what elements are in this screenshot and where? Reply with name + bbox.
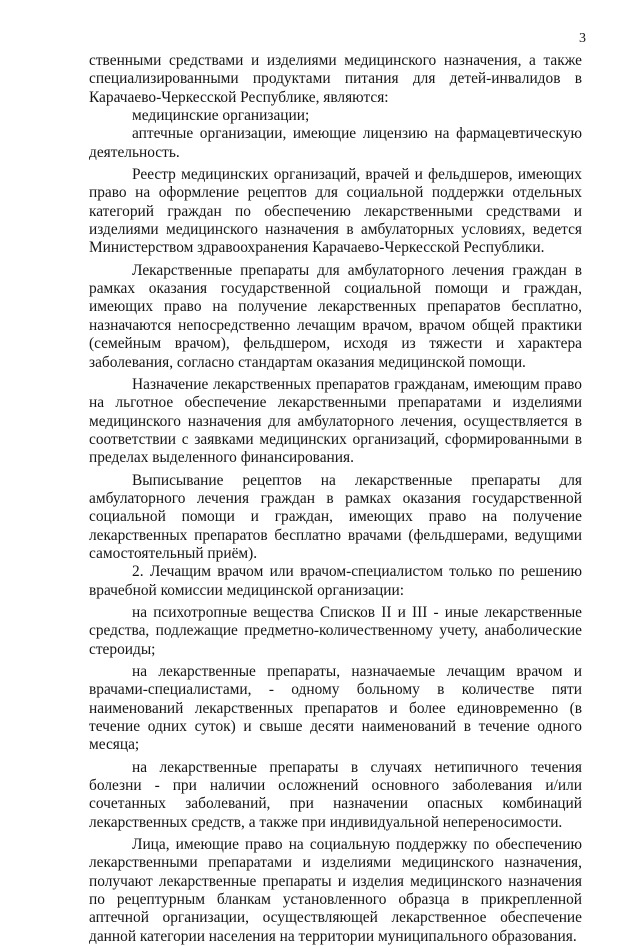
paragraph-preferential-provision: Назначение лекарственных препаратов гражданам, имеющим право на льготное обеспечение лекарственными препаратами и изделиями медицинского назначения для амбулаторного лечения, осуществляется в соответствии с заявками медицинских организаций, сформированными в пределах выделенного финансирования. — [89, 375, 582, 467]
paragraph-continuation: ственными средствами и изделиями медицинского назначения, а также специализированными продуктами питания для детей-инвалидов в Карачаево-Черкесской Республике, являются: — [89, 52, 582, 106]
list-item-psychotropic: на психотропные вещества Списков II и III - иные лекарственные средства, подлежащие предметно-количественному учету, анаболические стероиды; — [89, 603, 582, 658]
paragraph-social-support: Лица, имеющие право на социальную поддержку по обеспечению лекарственными препаратами и изделиями медицинского назначения, получают лекарственные препараты и изделия медицинского назначения по рецептурным бланкам установленного образца в прикрепленной аптечной организации, осуществляющей лекарственное обеспечение данной категории населения на территории муниципального образования. — [89, 836, 582, 945]
list-item-medical-organizations: медицинские организации; — [132, 107, 310, 125]
paragraph-prescription-by-doctor: Лекарственные препараты для амбулаторного лечения граждан в рамках оказания государственной социальной помощи и граждан, имеющих право на получение лекарственных препаратов бесплатно, назначаются непосредственно лечащим врачом, врачом общей практики (семейным врачом), фельдшером, исходя из тяжести и характера заболевания, согласно стандартам оказания медицинской помощи. — [89, 261, 582, 371]
paragraph-registry: Реестр медицинских организаций, врачей и фельдшеров, имеющих право на оформление рецептов для социальной поддержки отдельных категорий граждан по обеспечению лекарственными средствами и изделиями медицинского назначения в амбулаторных условиях, ведется Министерством здравоохранения Карачаево-Черкесской Республики. — [89, 166, 582, 257]
paragraph-medical-commission: 2. Лечащим врачом или врачом-специалистом только по решению врачебной комиссии медицинской организации: — [89, 563, 582, 599]
list-item-multiple-drugs: на лекарственные препараты, назначаемые лечащим врачом и врачами-специалистами, - одному больному в количестве пяти наименований лекарственных препаратов и более единовременно (в течение одних суток) и свыше десяти наименований в течение одного месяца; — [89, 663, 582, 754]
paragraph-writing-prescriptions: Выписывание рецептов на лекарственные препараты для амбулаторного лечения граждан в рамках оказания государственной социальной помощи и граждан, имеющих право на получение лекарственных препаратов бесплатно врачами (фельдшерами, ведущими самостоятельный приём). — [89, 471, 582, 562]
document-body — [89, 52, 582, 946]
list-item-atypical-course: на лекарственные препараты в случаях нетипичного течения болезни - при наличии осложнений основного заболевания и/или сочетанных заболеваний, при назначении опасных комбинаций лекарственных средств, а также при индивидуальной непереносимости. — [89, 758, 582, 831]
page-number: 3 — [579, 31, 586, 46]
list-item-pharmacy-organizations: аптечные организации, имеющие лицензию на фармацевтическую деятельность. — [89, 125, 582, 161]
